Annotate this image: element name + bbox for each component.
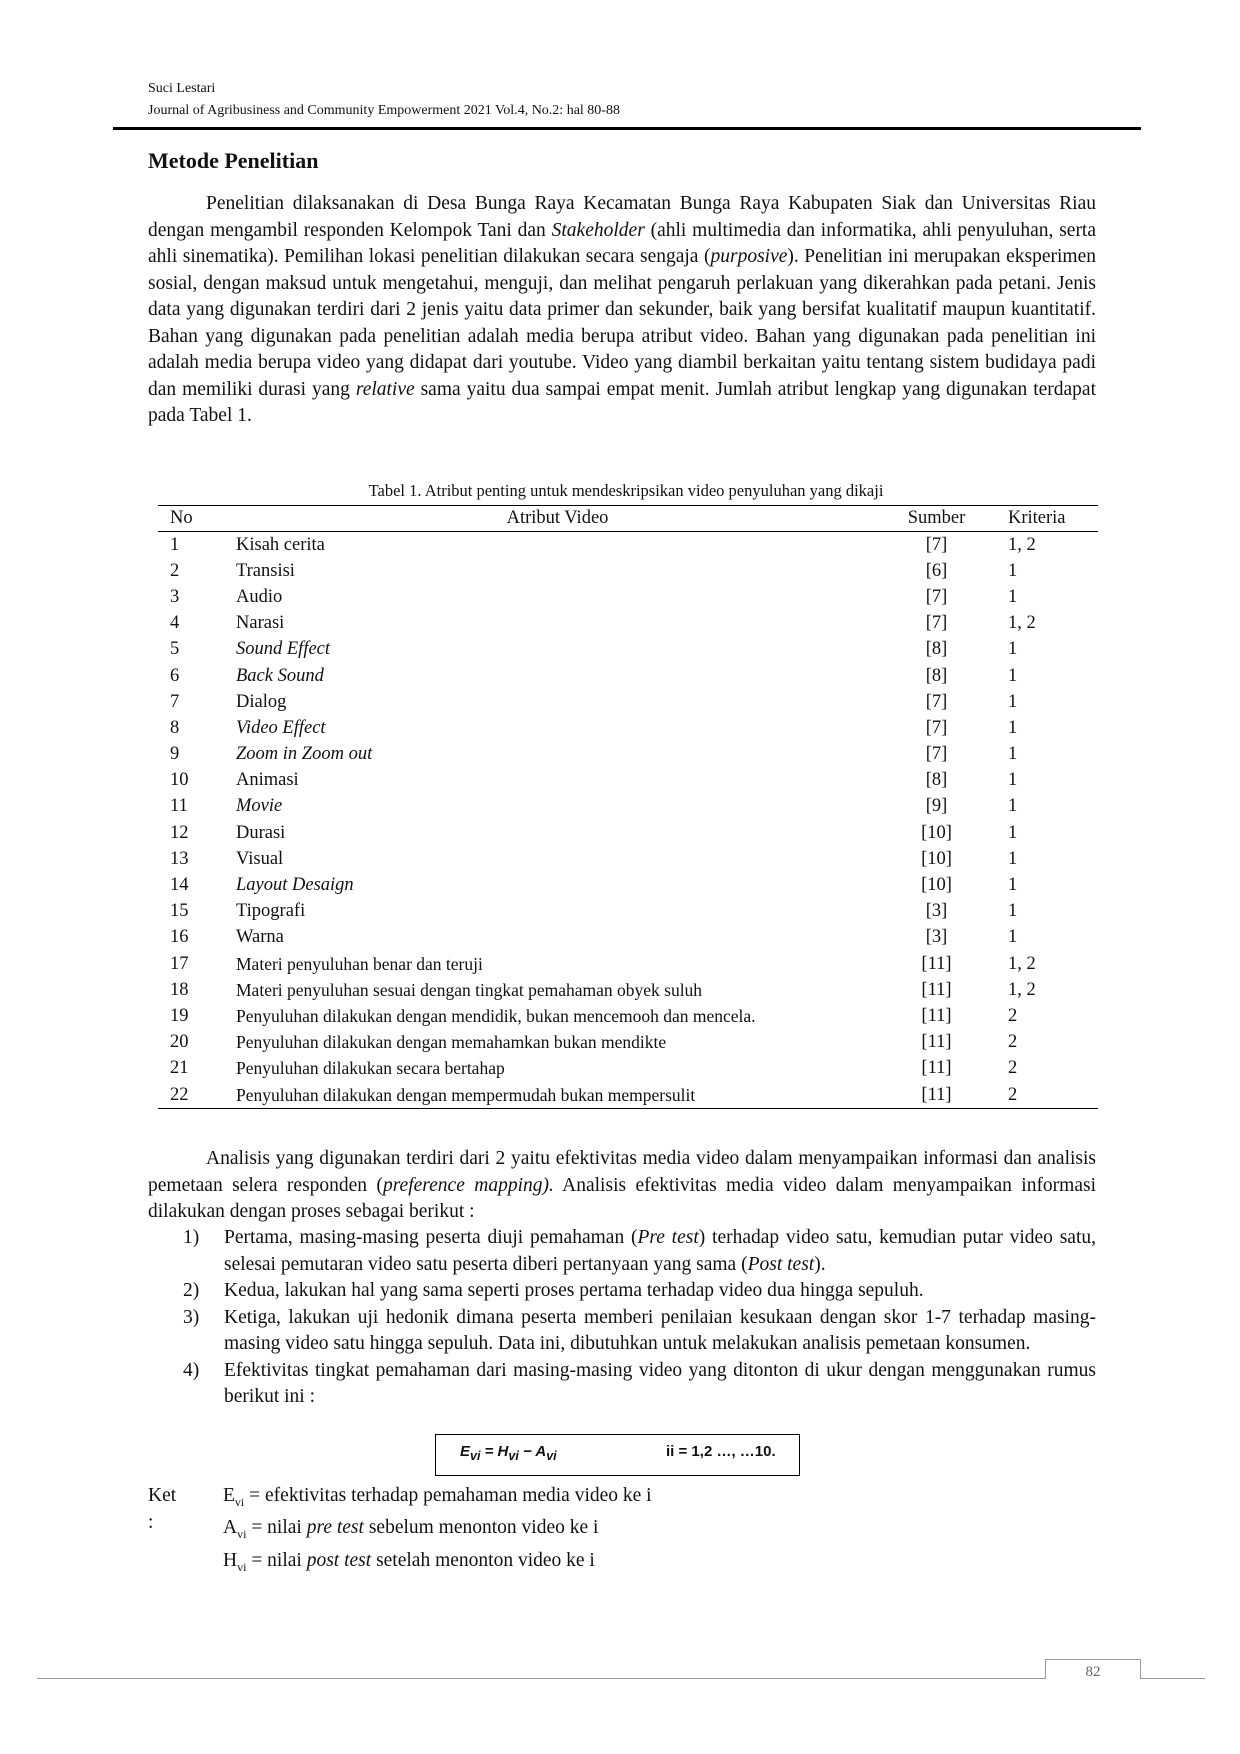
cell-attribute: Tipografi [236, 901, 306, 922]
procedure-list [148, 1225, 1096, 1411]
cell-attribute: Video Effect [236, 717, 326, 738]
running-header [148, 78, 620, 122]
header-author: Suci Lestari [148, 81, 216, 96]
cell-criteria: 1 [1008, 665, 1018, 686]
table-row [158, 899, 1098, 925]
cell-no: 3 [170, 586, 180, 607]
list-number: 2) [183, 1280, 200, 1301]
table-row [158, 768, 1098, 794]
list-item [148, 1305, 1096, 1358]
cell-criteria: 1 [1008, 717, 1018, 738]
cell-source: [3] [925, 927, 948, 948]
legend-symbol: A [223, 1517, 238, 1539]
para-text: Analisis efektivitas media video dalam menyampaikan informasi dilakukan dengan proses sebagai berikut : [148, 1174, 1097, 1222]
legend-lines [223, 1483, 923, 1580]
cell-no: 16 [170, 927, 189, 948]
cell-attribute: Dialog [236, 691, 287, 712]
table-row [158, 872, 1098, 898]
para-text: sama yaitu dua sampai empat menit. Jumlah atribut lengkap yang digunakan terdapat pada Tabel 1. [148, 378, 1096, 426]
cell-criteria: 1 [1008, 770, 1018, 791]
cell-no: 12 [170, 822, 189, 843]
cell-source: [8] [925, 770, 948, 791]
cell-no: 10 [170, 770, 189, 791]
table-row [158, 532, 1098, 559]
cell-source: [3] [925, 901, 948, 922]
para-text: Analisis yang digunakan terdiri dari 2 yaitu efektivitas media video dalam menyampaikan informasi dan analisis pemetaan selera responden ( [148, 1148, 1096, 1196]
cell-no: 2 [170, 560, 180, 581]
cell-criteria: 2 [1008, 1032, 1018, 1053]
cell-criteria: 1 [1008, 796, 1018, 817]
list-item [148, 1225, 1096, 1278]
formula-sub: vi [508, 1449, 519, 1463]
cell-criteria: 1 [1008, 586, 1018, 607]
cell-attribute: Audio [236, 586, 283, 607]
list-text: Pertama, masing-masing peserta diuji pemahaman ( [224, 1227, 638, 1248]
cell-attribute: Layout Desaign [236, 875, 354, 896]
formula-lhs [460, 1443, 557, 1463]
legend-sub: vi [234, 1494, 245, 1509]
cell-criteria: 1 [1008, 744, 1018, 765]
cell-criteria: 2 [1008, 1005, 1018, 1026]
cell-criteria: 1, 2 [1008, 953, 1036, 974]
cell-attribute: Warna [236, 927, 284, 948]
section-title: Metode Penelitian [148, 148, 319, 173]
attribute-table [158, 505, 1098, 1109]
list-text: Efektivitas tingkat pemahaman dari masing-masing video yang ditonton di ukur dengan menggunakan rumus berikut ini : [224, 1359, 1096, 1407]
cell-criteria: 1 [1008, 927, 1018, 948]
cell-source: [8] [925, 639, 948, 660]
legend-sub: vi [237, 1527, 247, 1542]
legend-text: sebelum menonton video ke i [363, 1517, 599, 1539]
table-caption: Tabel 1. Atribut penting untuk mendeskripsikan video penyuluhan yang dikaji [368, 481, 884, 500]
cell-criteria: 1 [1008, 691, 1018, 712]
legend-italic: post test [306, 1549, 372, 1571]
list-item [148, 1278, 1096, 1305]
cell-no: 8 [170, 717, 180, 738]
formula-index: ii = 1,2 …, …10. [666, 1443, 776, 1460]
cell-attribute: Penyuluhan dilakukan dengan mempermudah bukan mempersulit [236, 1082, 879, 1109]
footer-rule [37, 1678, 1205, 1679]
cell-criteria: 1 [1008, 875, 1018, 896]
cell-no: 15 [170, 901, 189, 922]
header-source: Sumber [879, 506, 994, 532]
legend-symbol: H [223, 1549, 238, 1571]
table-row [158, 584, 1098, 610]
para-text: ). Penelitian ini merupakan eksperimen sosial, dengan maksud untuk mengetahui, menguji, dan melihat pengaruh perlakuan yang dikerahkan pada petani. Jenis data yang digunakan terdiri dari 2 jenis yaitu data primer dan sekunder, baik yang bersifat kualitatif maupun kuantitatif. Bahan yang digunakan pada penelitian adalah media berupa atribut video. Bahan yang digunakan pada penelitian ini adalah media berupa video yang didapat dari youtube. Video yang diambil berkaitan yaitu tentang sistem budidaya padi dan memiliki durasi yang [148, 246, 1096, 400]
legend-line [223, 1515, 923, 1547]
table-row [158, 715, 1098, 741]
legend-text: setelah menonton video ke i [371, 1549, 595, 1571]
table-row [158, 637, 1098, 663]
header-rule [113, 127, 1141, 130]
table-row [158, 611, 1098, 637]
table-row [158, 1082, 1098, 1109]
header-journal: Journal of Agribusiness and Community Empowerment 2021 Vol.4, No.2: hal 80-88 [148, 103, 620, 118]
list-text: Ketiga, lakukan uji hedonik dimana peserta memberi penilaian kesukaan dengan skor 1-7 terhadap masing-masing video satu hingga sepuluh. Data ini, dibutuhkan untuk melakukan analisis pemetaan konsumen. [224, 1306, 1096, 1354]
cell-attribute: Movie [236, 796, 283, 817]
cell-source: [7] [925, 744, 948, 765]
cell-source: [10] [921, 848, 952, 869]
cell-source: [11] [921, 953, 952, 974]
formula-symbol: E [460, 1443, 471, 1460]
list-text: ) terhadap video satu, kemudian putar video satu, selesai pemutaran video satu peserta diberi pertanyaan yang sama ( [224, 1227, 1096, 1275]
list-italic: Post test [747, 1253, 815, 1275]
legend-line [223, 1548, 923, 1580]
table-row [158, 742, 1098, 768]
cell-no: 18 [170, 979, 189, 1000]
legend-italic: pre test [306, 1517, 364, 1539]
cell-criteria: 1 [1008, 560, 1018, 581]
cell-no: 1 [170, 534, 180, 555]
page-number: 82 [1085, 1664, 1101, 1680]
cell-attribute: Penyuluhan dilakukan dengan memahamkan bukan mendikte [236, 1032, 667, 1053]
cell-source: [9] [925, 796, 948, 817]
cell-no: 20 [170, 1032, 189, 1053]
table-header-row [158, 506, 1098, 532]
table-row [158, 925, 1098, 951]
cell-attribute: Zoom in Zoom out [236, 744, 373, 765]
table-row [158, 1056, 1098, 1082]
cell-attribute: Back Sound [236, 665, 324, 686]
cell-criteria: 1 [1008, 639, 1018, 660]
legend-line [223, 1483, 923, 1515]
list-italic: Pre test [637, 1227, 699, 1248]
header-no: No [158, 506, 236, 532]
cell-criteria: 1 [1008, 848, 1018, 869]
cell-source: [7] [925, 613, 948, 634]
cell-criteria: 1 [1008, 901, 1018, 922]
table-row [158, 1003, 1098, 1029]
cell-no: 17 [170, 953, 189, 974]
para-italic: relative [355, 378, 415, 400]
cell-source: [10] [921, 822, 952, 843]
table-row [158, 951, 1098, 977]
cell-attribute: Penyuluhan dilakukan secara bertahap [236, 1058, 505, 1079]
cell-attribute: Narasi [236, 613, 285, 634]
formula-sub: vi [470, 1449, 481, 1463]
list-number: 3) [183, 1306, 200, 1328]
cell-attribute: Transisi [236, 560, 295, 581]
cell-source: [11] [921, 979, 952, 1000]
table-row [158, 977, 1098, 1003]
para-italic: preference mapping). [382, 1174, 554, 1196]
analysis-paragraph [148, 1146, 1096, 1226]
cell-source: [7] [925, 534, 948, 555]
cell-no: 7 [170, 691, 180, 712]
list-text: ). [814, 1253, 826, 1275]
cell-no: 11 [170, 796, 188, 817]
cell-attribute: Materi penyuluhan sesuai dengan tingkat pemahaman obyek suluh [236, 979, 703, 1000]
legend-text: = efektivitas terhadap pemahaman media video ke i [244, 1485, 652, 1506]
cell-attribute: Visual [236, 848, 284, 869]
table-row [158, 794, 1098, 820]
cell-source: [7] [925, 586, 948, 607]
cell-criteria: 2 [994, 1082, 1098, 1109]
legend-text: = nilai [246, 1517, 307, 1539]
cell-attribute: Animasi [236, 770, 299, 791]
legend-label: Ket : [148, 1485, 177, 1533]
para-text: (ahli multimedia dan informatika, ahli penyuluhan, serta ahli sinematika). Pemilihan lokasi penelitian dilakukan secara sengaja ( [148, 219, 1097, 267]
table-row [158, 846, 1098, 872]
cell-criteria: 1, 2 [1008, 979, 1036, 1000]
cell-source: [11] [879, 1082, 994, 1109]
cell-criteria: 1 [1008, 822, 1018, 843]
cell-attribute: Penyuluhan dilakukan dengan mendidik, bukan mencemooh dan mencela. [236, 1005, 756, 1026]
table-row [158, 558, 1098, 584]
cell-no: 5 [170, 639, 180, 660]
cell-no: 21 [170, 1058, 189, 1079]
cell-source: [10] [921, 875, 952, 896]
method-paragraph [148, 191, 1096, 430]
cell-no: 9 [170, 744, 180, 765]
para-italic: Stakeholder [551, 219, 645, 241]
header-attribute: Atribut Video [236, 506, 879, 532]
cell-source: [11] [921, 1005, 952, 1026]
legend-sub: vi [237, 1559, 247, 1574]
list-number: 1) [183, 1227, 200, 1248]
cell-source: [11] [921, 1032, 952, 1053]
cell-criteria: 2 [1008, 1058, 1018, 1079]
formula-symbol: − A [518, 1443, 547, 1460]
formula-symbol: = H [480, 1443, 509, 1460]
legend-symbol: E [223, 1485, 235, 1506]
cell-no: 13 [170, 848, 189, 869]
cell-attribute: Sound Effect [236, 639, 331, 660]
list-number: 4) [183, 1359, 200, 1381]
header-criteria: Kriteria [994, 506, 1098, 532]
cell-source: [7] [925, 691, 948, 712]
cell-criteria: 1, 2 [1008, 534, 1036, 555]
legend-text: = nilai [246, 1549, 307, 1571]
formula-sub: vi [546, 1449, 557, 1463]
table-row [158, 1030, 1098, 1056]
table-row [158, 820, 1098, 846]
cell-no: 6 [170, 665, 180, 686]
table-row [158, 663, 1098, 689]
cell-no: 14 [170, 875, 189, 896]
para-text: Penelitian dilaksanakan di Desa Bunga Raya Kecamatan Bunga Raya Kabupaten Siak dan Universitas Riau dengan mengambil responden Kelompok Tani dan [148, 193, 1096, 241]
cell-source: [8] [925, 665, 948, 686]
cell-no: 4 [170, 613, 180, 634]
cell-attribute: Materi penyuluhan benar dan teruji [236, 953, 483, 974]
cell-source: [6] [925, 560, 948, 581]
formula-box [435, 1434, 800, 1476]
cell-criteria: 1, 2 [1008, 613, 1036, 634]
list-item [148, 1358, 1096, 1411]
table-body [158, 532, 1098, 1109]
cell-no: 19 [170, 1005, 189, 1026]
cell-attribute: Kisah cerita [236, 534, 325, 555]
cell-attribute: Durasi [236, 822, 286, 843]
cell-source: [11] [921, 1058, 952, 1079]
cell-source: [7] [925, 717, 948, 738]
list-text: Kedua, lakukan hal yang sama seperti proses pertama terhadap video dua hingga sepuluh. [224, 1280, 924, 1301]
cell-no: 22 [158, 1082, 236, 1109]
table-row [158, 689, 1098, 715]
para-italic: purposive [710, 246, 788, 267]
